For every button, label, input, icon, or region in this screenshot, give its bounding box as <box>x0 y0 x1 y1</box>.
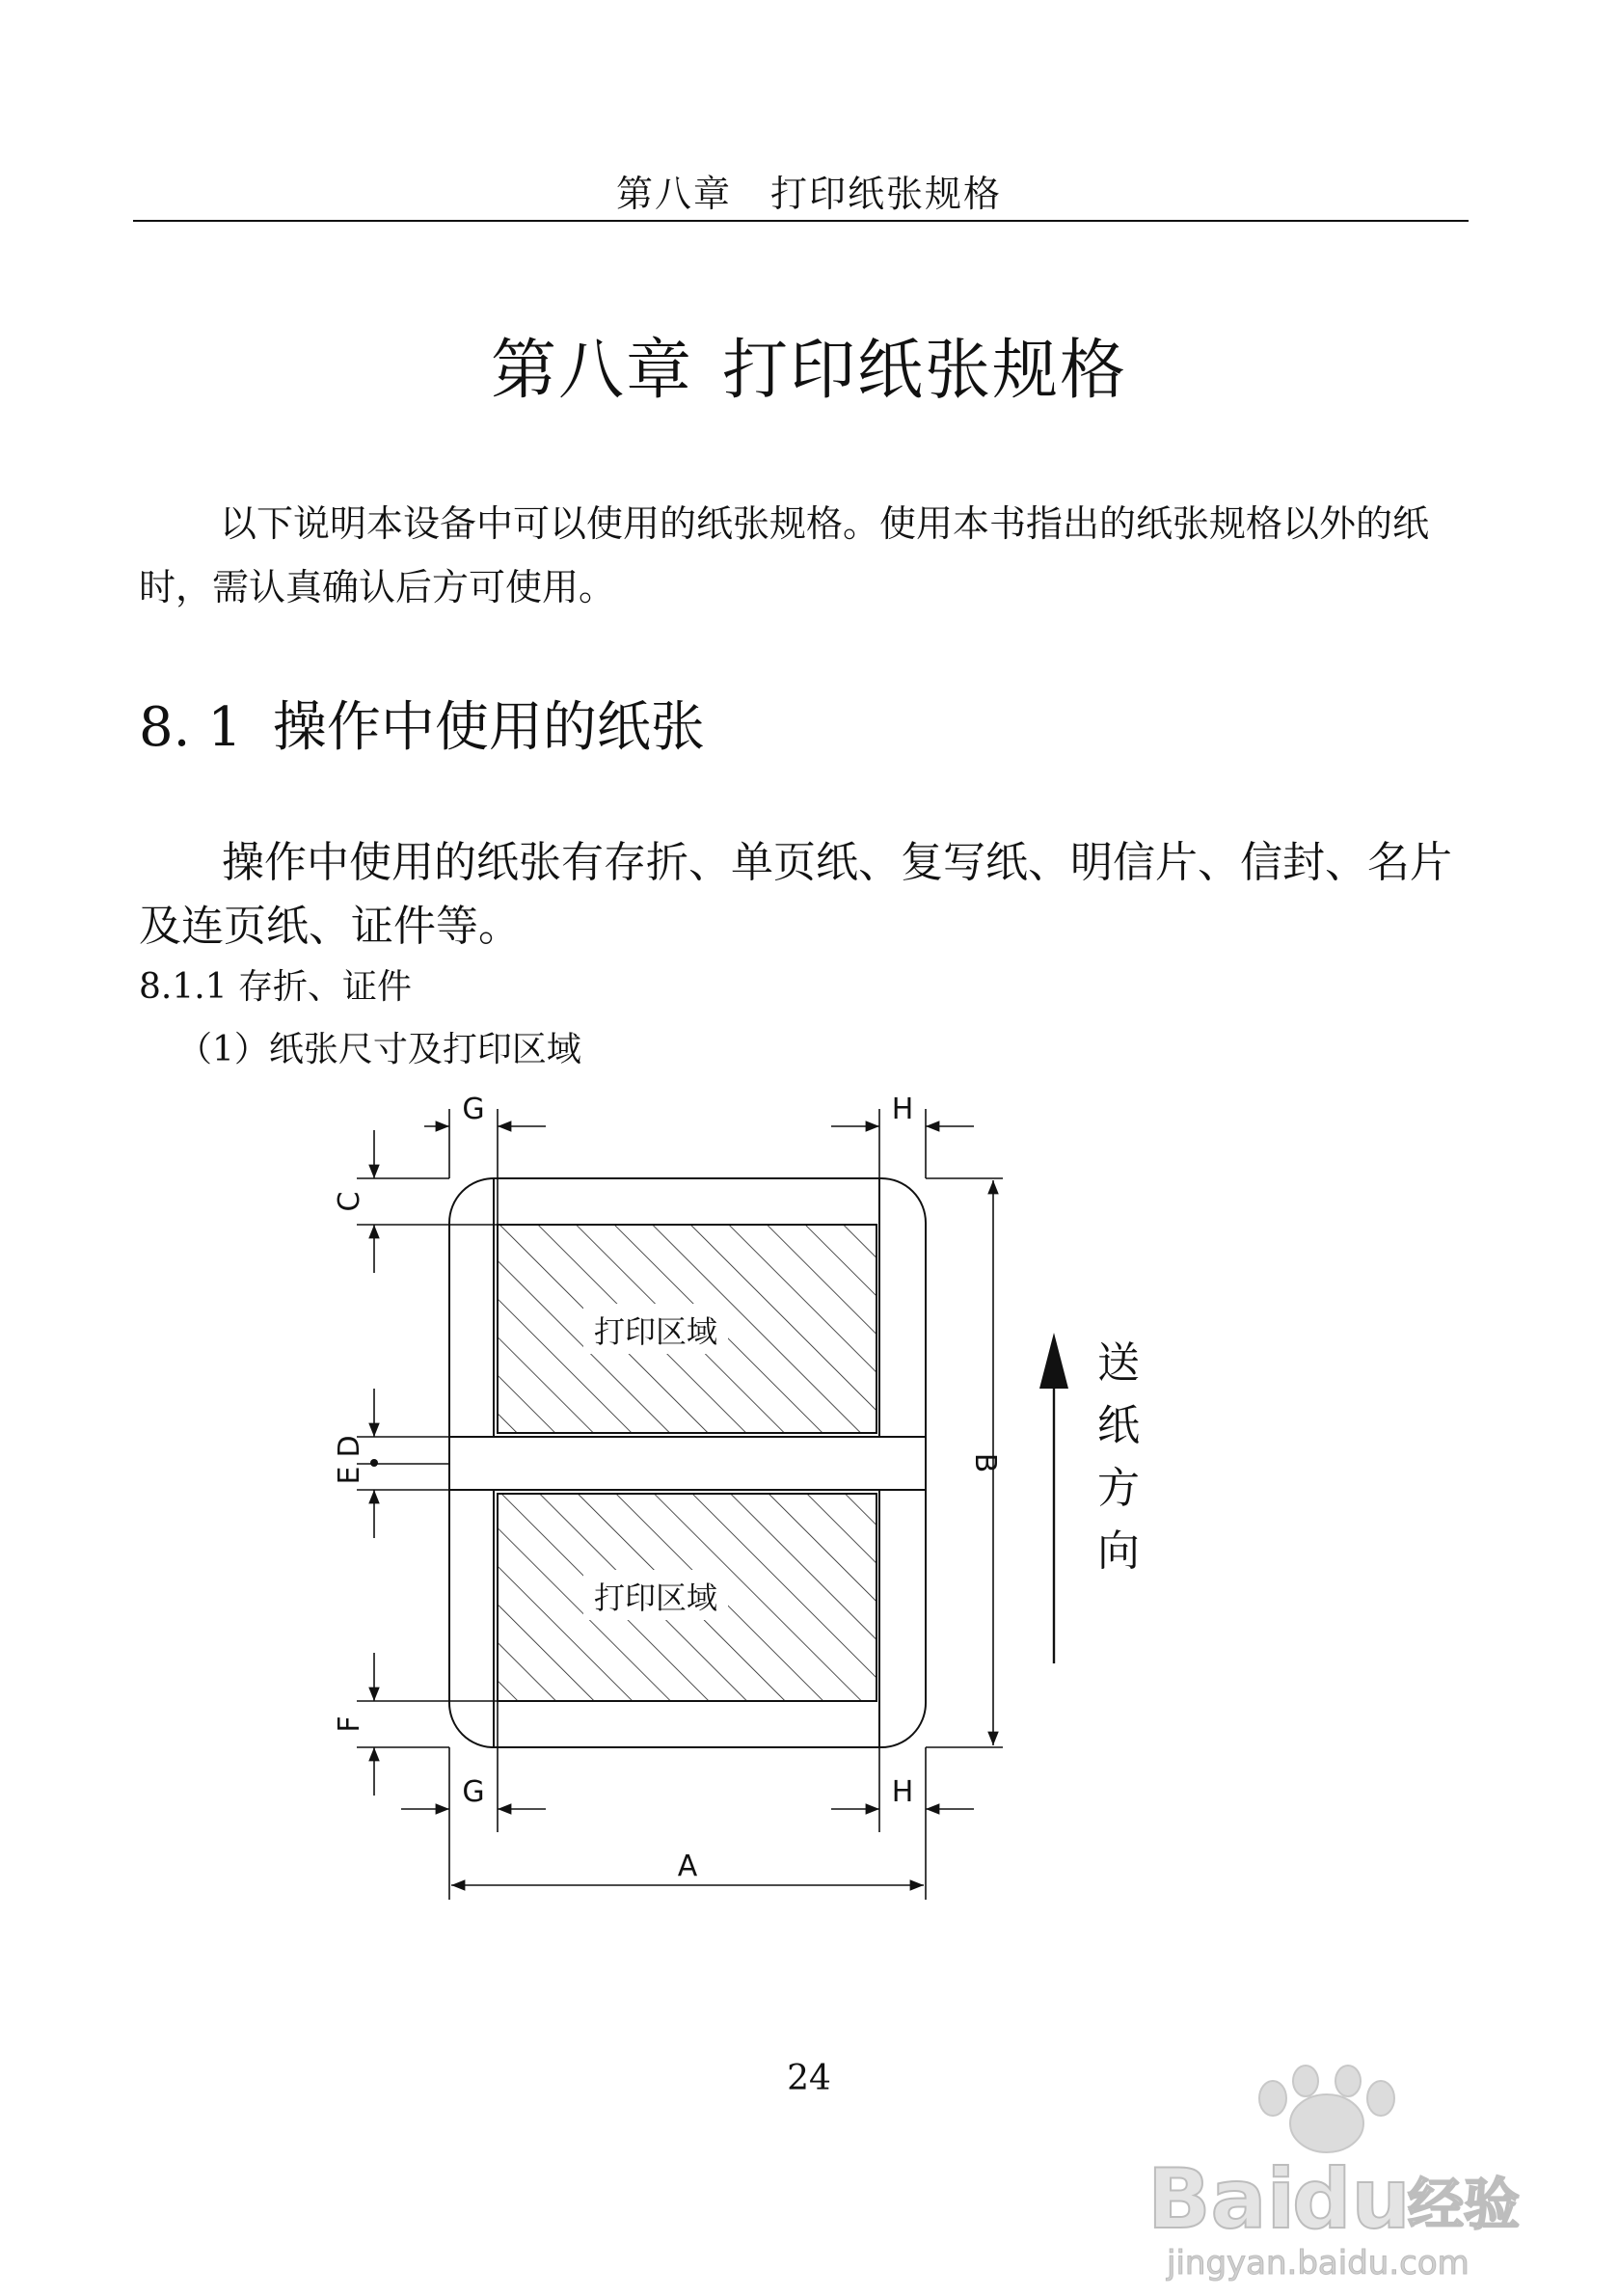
intro-paragraph: 以下说明本设备中可以使用的纸张规格。使用本书指出的纸张规格以外的纸时，需认真确认后方可使用。 <box>139 502 1430 608</box>
svg-text:经验: 经验 <box>1408 2172 1521 2237</box>
subsection-heading: 8.1.1 存折、证件 <box>139 967 413 1007</box>
baidu-jingyan-watermark <box>1138 2064 1543 2285</box>
dim-label-e: E <box>333 1466 366 1485</box>
dim-label-g-top: G <box>462 1093 485 1126</box>
dim-label-d: D <box>333 1435 366 1458</box>
svg-text:Bai: Bai <box>1147 2151 1296 2248</box>
chapter-title <box>0 318 1618 412</box>
header-rule <box>133 220 1469 222</box>
dim-label-g-bottom: G <box>462 1775 485 1809</box>
dim-label-h-top: H <box>891 1093 914 1126</box>
feed-direction-char-4: 向 <box>1097 1526 1140 1576</box>
feed-direction-char-3: 方 <box>1097 1464 1140 1513</box>
section-heading <box>139 685 705 762</box>
running-header-title: 打印纸张规格 <box>770 173 1003 215</box>
dim-label-b: B <box>968 1452 1002 1473</box>
section-number: 8. 1 <box>139 696 242 759</box>
chapter-title-label: 第八章 <box>490 333 693 409</box>
feed-direction-char-2: 纸 <box>1097 1401 1140 1450</box>
svg-text:jingyan.baidu.com: jingyan.baidu.com <box>1167 2244 1470 2282</box>
running-header <box>0 164 1618 217</box>
feed-direction-char-1: 送 <box>1097 1338 1140 1388</box>
print-area-label-bottom: 打印区域 <box>593 1580 718 1616</box>
passbook-dimension-diagram <box>309 1080 1273 1909</box>
subsubsection-heading: （1）纸张尺寸及打印区域 <box>177 1030 581 1069</box>
section-body: 操作中使用的纸张有存折、单页纸、复写纸、明信片、信封、名片及连页纸、证件等。 <box>139 838 1452 951</box>
page-number: 24 <box>787 2059 831 2098</box>
feed-direction-arrow <box>1039 1333 1068 1663</box>
dim-label-c: C <box>333 1191 366 1212</box>
section-title: 操作中使用的纸张 <box>272 696 705 759</box>
svg-text:du: du <box>1292 2151 1411 2248</box>
dim-label-f: F <box>333 1715 366 1733</box>
dim-label-h-bottom: H <box>891 1775 914 1809</box>
dim-label-a: A <box>677 1850 698 1883</box>
print-area-label-top: 打印区域 <box>593 1313 718 1350</box>
chapter-title-name: 打印纸张规格 <box>722 333 1128 409</box>
running-header-chapter: 第八章 <box>615 173 732 215</box>
